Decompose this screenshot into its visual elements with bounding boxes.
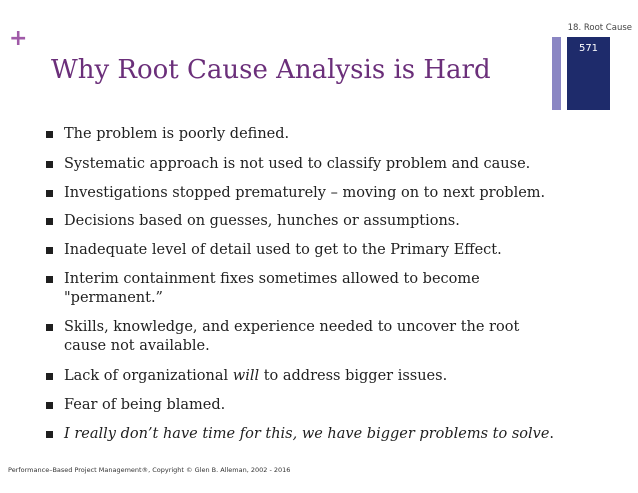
- bullet-square-icon: [46, 247, 53, 254]
- slide-title: Why Root Cause Analysis is Hard: [51, 55, 491, 85]
- bullet-text-part: .: [549, 426, 555, 442]
- bullet-square-icon: [46, 190, 53, 197]
- bullet-item: [46, 318, 586, 356]
- bullet-text-line: cause not available.: [64, 338, 210, 354]
- bullet-text-line: Skills, knowledge, and experience needed to uncover the root: [64, 319, 520, 335]
- bullet-text: [64, 425, 554, 444]
- bullet-text-part: Lack of organizational: [64, 368, 233, 384]
- bullet-square-icon: [46, 161, 53, 168]
- bullet-square-icon: [46, 276, 53, 283]
- bullet-emphasis: will: [232, 368, 260, 384]
- page-number: 571: [578, 43, 599, 54]
- bullet-square-icon: [46, 402, 53, 409]
- bullet-square-icon: [46, 324, 53, 331]
- bullet-square-icon: [46, 218, 53, 225]
- bullet-text-part: to address bigger issues.: [259, 368, 448, 384]
- bullet-square-icon: [46, 431, 53, 438]
- footer-copyright: Performance–Based Project Management®, Copyright © Glen B. Alleman, 2002 - 2016: [8, 466, 291, 474]
- accent-bar-light: [552, 37, 561, 110]
- bullet-text-line: "permanent.”: [64, 290, 163, 306]
- bullet-text: [64, 367, 447, 386]
- bullet-text: Decisions based on guesses, hunches or assumptions.: [64, 213, 460, 229]
- bullet-text: Fear of being blamed.: [64, 397, 226, 413]
- bullet-text: Inadequate level of detail used to get to the Primary Effect.: [64, 242, 502, 258]
- section-label: 18. Root Cause: [567, 23, 632, 33]
- plus-mark-icon: +: [9, 26, 28, 51]
- bullet-emphasis: I really don’t have time for this, we have bigger problems to solve: [64, 426, 550, 442]
- bullet-text: Systematic approach is not used to classify problem and cause.: [64, 156, 531, 172]
- bullet-item: [46, 270, 586, 308]
- bullet-square-icon: [46, 373, 53, 380]
- bullet-square-icon: [46, 131, 53, 138]
- bullet-text: The problem is poorly defined.: [64, 126, 290, 142]
- bullet-text: Investigations stopped prematurely – moving on to next problem.: [64, 185, 546, 201]
- bullet-text-line: Interim containment fixes sometimes allowed to become: [64, 271, 480, 287]
